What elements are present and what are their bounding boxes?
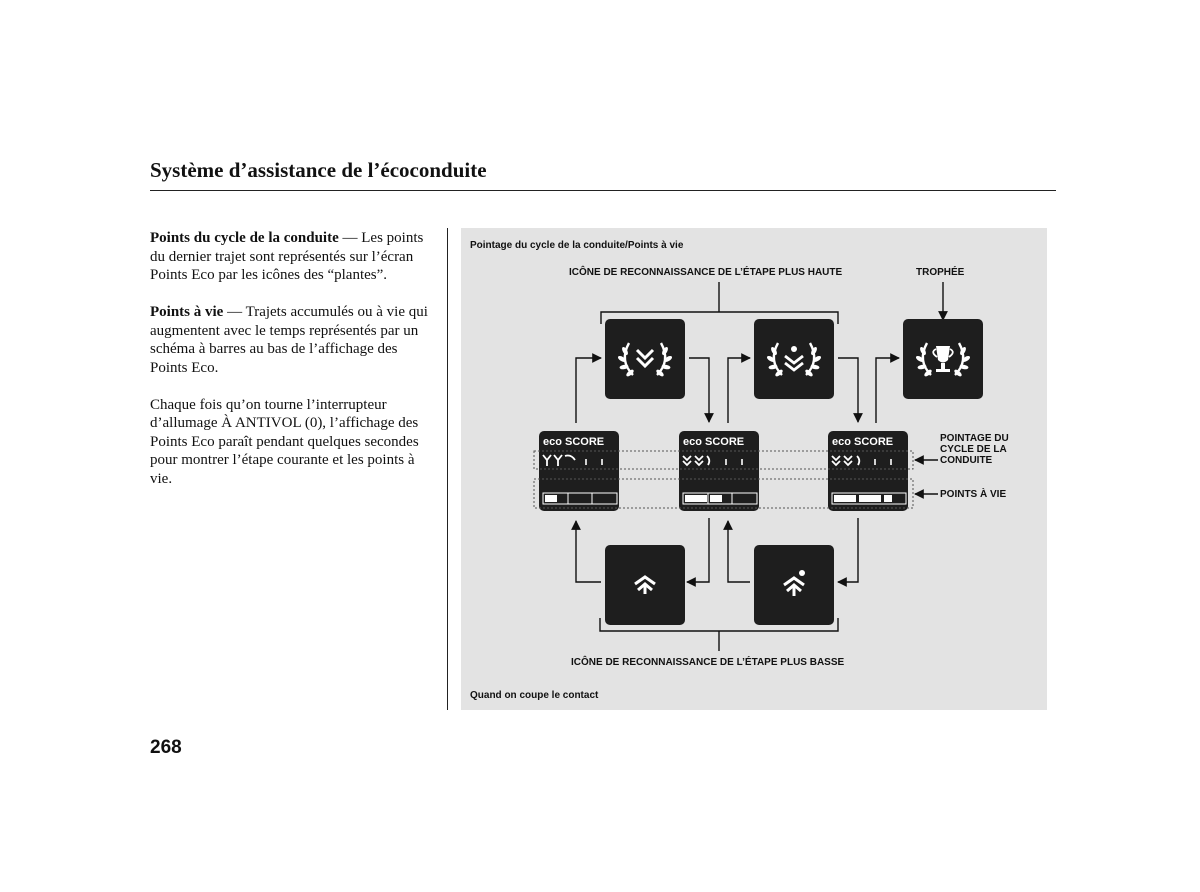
paragraph-ignition: Chaque fois qu’on tourne l’interrupteur d’allumage À ANTIVOL (0), l’affichage des Points Eco paraît pendant quelques secondes pour montrer l’étape courante et les points à vie. [150, 396, 419, 487]
eco-score-diagram [461, 228, 1047, 710]
left-column [150, 229, 435, 507]
term-lifetime-points: Points à vie [150, 304, 224, 320]
text-lifetime-points: — Trajets accumulés ou à vie qui augmentent avec le temps représentés par un schéma à barres au bas de l’affichage des Points Eco. [150, 304, 428, 376]
arrow-sprout-person-to-display2 [728, 521, 750, 582]
label-highest-stage: ICÔNE DE RECONNAISSANCE DE L’ÉTAPE PLUS HAUTE [569, 267, 843, 278]
label-cycle-2: CYCLE DE LA [940, 444, 1007, 455]
eco-score-label: eco SCORE [683, 436, 745, 448]
column-divider [447, 228, 448, 710]
label-lifetime: POINTS À VIE [940, 489, 1007, 500]
page-number: 268 [150, 737, 182, 758]
sprout-icon-box [605, 545, 685, 625]
arrow-display3-to-sprout-person [838, 518, 858, 582]
sprout-person-icon-box [754, 545, 834, 625]
eco-score-label: eco SCORE [832, 436, 894, 448]
arrow-wreath-person-to-display3 [838, 358, 858, 422]
term-driving-cycle: Points du cycle de la conduite [150, 230, 339, 246]
figure-caption: Pointage du cycle de la conduite/Points à vie [470, 240, 684, 251]
arrow-display3-to-trophy [876, 358, 899, 423]
trophy-icon-box [903, 319, 983, 399]
label-cycle-1: POINTAGE DU [940, 433, 1009, 444]
figure-footer: Quand on coupe le contact [470, 690, 599, 701]
page-title: Système d’assistance de l’écoconduite [150, 158, 487, 182]
wreath-person-icon-box [754, 319, 834, 399]
arrow-sprout-to-display1 [576, 521, 601, 582]
paragraph-lifetime-points [150, 303, 435, 377]
paragraph-driving-cycle [150, 229, 435, 285]
eco-display-2 [679, 431, 759, 511]
label-cycle-3: CONDUITE [940, 455, 993, 466]
eco-score-figure [461, 228, 1047, 710]
text-driving-cycle: — Les points du dernier trajet sont représentés sur l’écran Points Eco par les icônes des “plantes”. [150, 230, 424, 283]
arrow-display2-to-sprout [687, 518, 709, 582]
eco-display-1 [539, 431, 619, 511]
label-trophy: TROPHÉE [916, 267, 965, 278]
eco-score-label: eco SCORE [543, 436, 605, 448]
title-rule [150, 190, 1056, 191]
arrow-wreath-to-display2 [689, 358, 709, 422]
wreath-icon-box [605, 319, 685, 399]
arrow-display1-to-wreath [576, 358, 601, 423]
eco-display-3 [828, 431, 908, 511]
arrow-display2-to-wreath-person [728, 358, 750, 423]
label-lowest-stage: ICÔNE DE RECONNAISSANCE DE L’ÉTAPE PLUS BASSE [571, 657, 845, 668]
